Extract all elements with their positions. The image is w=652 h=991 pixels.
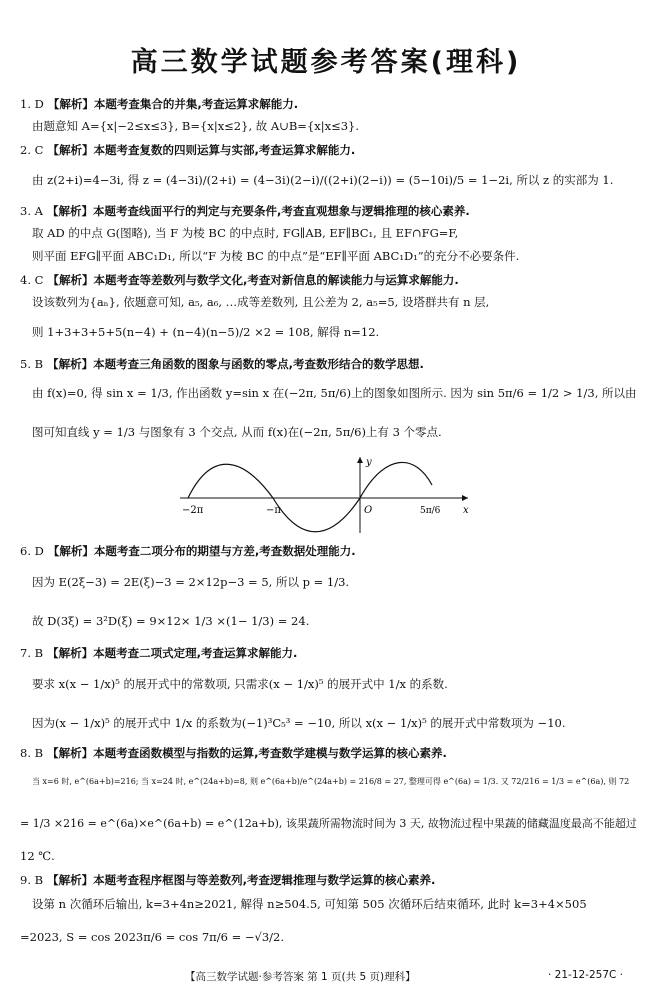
y-axis-arrow-icon — [357, 457, 363, 463]
tick-5pi-6: 5π/6 — [420, 506, 441, 516]
q1-heading: 1. D 【解析】本题考查集合的并集,考查运算求解能力. — [20, 97, 299, 111]
q4-heading: 4. C 【解析】本题考查等差数列与数学文化,考查对新信息的解读能力与运算求解能力. — [20, 273, 459, 287]
q6-heading: 6. D 【解析】本题考查二项分布的期望与方差,考查数据处理能力. — [20, 544, 356, 558]
footer-code: · 21-12-257C · — [548, 969, 624, 981]
q8-heading: 8. B 【解析】本题考查函数模型与指数的运算,考查数学建模与数学运算的核心素养. — [20, 746, 447, 760]
footer-page-info: 【高三数学试题·参考答案 第 1 页(共 5 页)理科】 — [185, 971, 416, 983]
q8-line-1: 当 x=6 时, e^(6a+b)=216; 当 x=24 时, e^(24a+b)=8, 则 e^(6a+b)/e^(24a+b) = 216/8 = 27, 整理可得 e^(6a) = 1/3. 又 72/216 = 1/3 = e^(6a), 则 72 — [32, 777, 630, 786]
q9-line-1: 设第 n 次循环后输出, k=3+4n≥2021, 解得 n≥504.5, 可知第 505 次循环后结束循环, 此时 k=3+4×505 — [32, 897, 587, 911]
origin-label: O — [364, 505, 373, 516]
q3-heading: 3. A 【解析】本题考查线面平行的判定与充要条件,考查直观想象与逻辑推理的核心素养. — [20, 204, 470, 218]
q5-line-2: 图可知直线 y = 1/3 与图象有 3 个交点, 从而 f(x)在(−2π, 5π/6)上有 3 个零点. — [32, 425, 442, 439]
q7-line-1: 要求 x(x − 1/x)⁵ 的展开式中的常数项, 只需求(x − 1/x)⁵ 的展开式中 1/x 的系数. — [32, 677, 448, 691]
q7-heading: 7. B 【解析】本题考查二项式定理,考查运算求解能力. — [20, 646, 298, 660]
sine-curve — [188, 462, 432, 531]
q5-heading: 5. B 【解析】本题考查三角函数的图象与函数的零点,考查数形结合的数学思想. — [20, 357, 424, 371]
q5-line-1: 由 f(x)=0, 得 sin x = 1/3, 作出函数 y=sin x 在(−2π, 5π/6)上的图象如图所示. 因为 sin 5π/6 = 1/2 > 1/3, 所以由 — [32, 386, 637, 400]
q3-line-1: 取 AD 的中点 G(图略), 当 F 为棱 BC 的中点时, FG∥AB, EF∥BC₁, 且 EF∩FG=F, — [32, 226, 459, 240]
tick-minus-2pi: −2π — [182, 505, 204, 516]
q7-line-2: 因为(x − 1/x)⁵ 的展开式中 1/x 的系数为(−1)³C₅³ = −10, 所以 x(x − 1/x)⁵ 的展开式中常数项为 −10. — [32, 716, 566, 730]
q8-line-2: = 1/3 ×216 = e^(6a)×e^(6a+b) = e^(12a+b), 该果蔬所需物流时间为 3 天, 故物流过程中果蔬的储藏温度最高不能超过 — [20, 817, 637, 830]
q1-line-1: 由题意知 A={x|−2≤x≤3}, B={x|x≤2}, 故 A∪B={x|x≤3}. — [32, 119, 360, 133]
q4-line-1: 设该数列为{aₙ}, 依题意可知, a₅, a₆, …成等差数列, 且公差为 2, a₅=5, 设塔群共有 n 层, — [32, 295, 490, 309]
page-title: 高三数学试题参考答案(理科) — [130, 47, 522, 78]
sine-graph — [180, 455, 470, 535]
x-axis-arrow-icon — [462, 495, 468, 501]
q4-line-2: 则 1+3+3+5+5(n−4) + (n−4)(n−5)/2 ×2 = 108, 解得 n=12. — [32, 325, 380, 339]
q9-heading: 9. B 【解析】本题考查程序框图与等差数列,考查逻辑推理与数学运算的核心素养. — [20, 873, 436, 887]
q6-line-1: 因为 E(2ξ−3) = 2E(ξ)−3 = 2×12p−3 = 5, 所以 p = 1/3. — [32, 575, 350, 589]
q9-line-2: =2023, S = cos 2023π/6 = cos 7π/6 = −√3/2. — [20, 930, 284, 944]
y-axis-label: y — [366, 457, 372, 468]
q6-line-2: 故 D(3ξ) = 3²D(ξ) = 9×12× 1/3 ×(1− 1/3) = 24. — [32, 614, 310, 628]
q2-heading: 2. C 【解析】本题考查复数的四则运算与实部,考查运算求解能力. — [20, 143, 356, 157]
tick-minus-pi: −π — [266, 505, 281, 516]
q2-line-1: 由 z(2+i)=4−3i, 得 z = (4−3i)/(2+i) = (4−3i)(2−i)/((2+i)(2−i)) = (5−10i)/5 = 1−2i, 所以 z 的实部为 1. — [32, 173, 614, 187]
x-axis-label: x — [463, 505, 469, 516]
q3-line-2: 则平面 EFG∥平面 ABC₁D₁, 所以“F 为棱 BC 的中点”是“EF∥平面 ABC₁D₁”的充分不必要条件. — [32, 249, 520, 263]
q8-line-3: 12 ℃. — [20, 849, 55, 863]
